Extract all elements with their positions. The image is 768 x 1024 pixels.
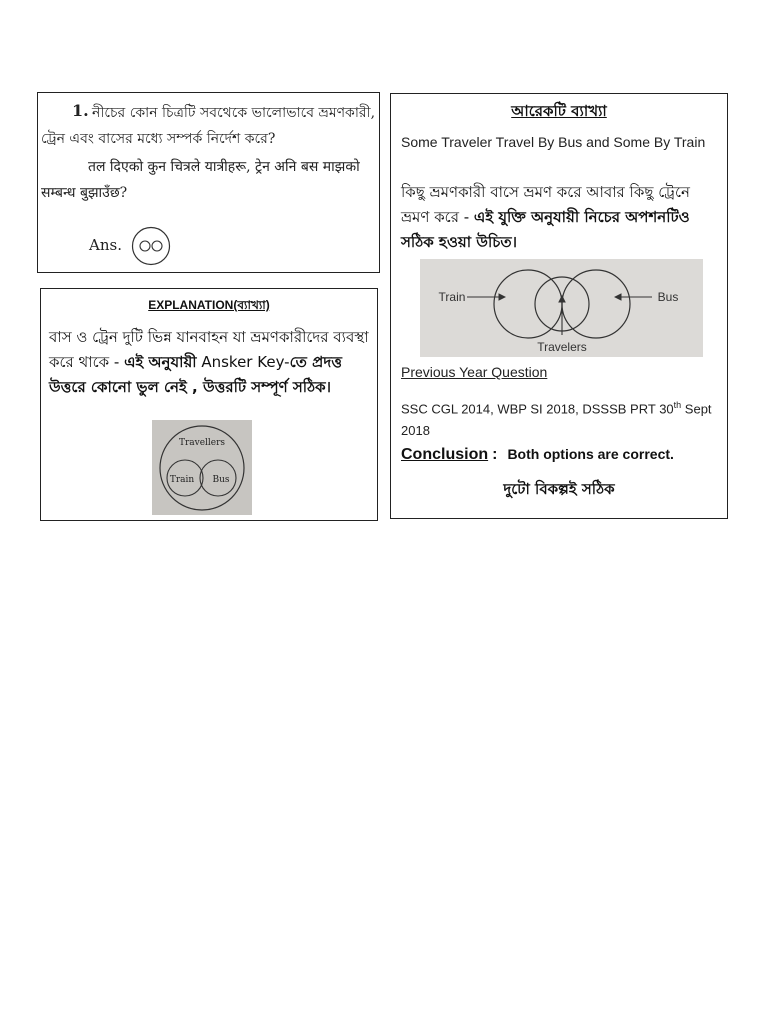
explanation-text-bold2: তে প্রদত্ত উত্তরে কোনো ভুল নেই , উত্তরটি সম্পূর্ণ সঠিক। bbox=[49, 353, 342, 396]
conclusion-bengali: দুটো বিকল্পই সঠিক bbox=[503, 480, 615, 498]
answer-diagram bbox=[130, 225, 172, 267]
question-text-nepali-line2: सम्बन्ध बुझाउँछ? bbox=[41, 185, 128, 201]
question-text-bengali-line2: ট্রেন এবং বাসের মধ্যে সম্পর্ক নির্দেশ করে? bbox=[41, 131, 276, 147]
alternate-bengali-bold: এই যুক্তি অনুযায়ী নিচের অপশনটিও সঠিক হওয়া উচিত। bbox=[401, 208, 690, 251]
alternate-english-text: Some Traveler Travel By Bus and Some By Train bbox=[401, 134, 706, 150]
previous-year-question-list bbox=[401, 394, 721, 442]
conclusion-row bbox=[401, 446, 674, 464]
venn-diagram-travelers bbox=[420, 259, 703, 357]
alternate-explanation-card bbox=[390, 93, 728, 519]
explanation-text-part2: Ansker Key- bbox=[196, 353, 290, 371]
pyq-text: SSC CGL 2014, WBP SI 2018, DSSSB PRT 30 bbox=[401, 401, 674, 417]
question-card bbox=[37, 92, 380, 273]
previous-year-question-label: Previous Year Question bbox=[401, 364, 548, 380]
venn3-label-travelers: Travelers bbox=[537, 340, 587, 354]
venn-diagram-travellers bbox=[152, 420, 252, 515]
venn3-label-bus: Bus bbox=[657, 290, 679, 304]
venn3-label-train: Train bbox=[438, 290, 466, 304]
alternate-bengali-part1: কিছু ভ্রমণকারী বাসে ভ্রমণ করে আবার কিছু ট্রেনে ভ্রমণ করে - bbox=[401, 183, 690, 226]
question-number: 1. bbox=[72, 101, 89, 120]
pyq-sup: th bbox=[673, 400, 682, 410]
question-text-bengali-line1: নীচের কোন চিত্রটি সবথেকে ভালোভাবে ভ্রমণকারী, bbox=[92, 105, 376, 121]
alternate-title: আরেকটি ব্যাখ্যা bbox=[511, 102, 607, 120]
explanation-card bbox=[40, 288, 378, 521]
venn-label-bus: Bus bbox=[212, 475, 230, 485]
conclusion-label: Conclusion bbox=[401, 446, 489, 463]
venn-label-travellers: Travellers bbox=[178, 438, 226, 448]
pyq-text2: Sept 2018 bbox=[401, 401, 712, 439]
explanation-text bbox=[49, 325, 371, 400]
explanation-title: EXPLANATION(ব্যাখ্যা) bbox=[148, 298, 270, 312]
conclusion-text: Both options are correct. bbox=[507, 446, 674, 462]
venn-label-train: Train bbox=[169, 475, 195, 485]
answer-label: Ans. bbox=[89, 236, 122, 254]
alternate-bengali-text bbox=[401, 180, 721, 255]
question-text-nepali-line1: तल दिएको कुन चित्रले यात्रीहरू, ट्रेन अनि बस माझको bbox=[88, 159, 360, 175]
explanation-text-bold1: এই অনুযায়ী bbox=[124, 353, 197, 371]
conclusion-colon: : bbox=[492, 446, 498, 463]
explanation-text-part1: বাস ও ট্রেন দুটি ভিন্ন যানবাহন যা ভ্রমণকারীদের ব্যবস্থা করে থাকে - bbox=[49, 328, 369, 371]
